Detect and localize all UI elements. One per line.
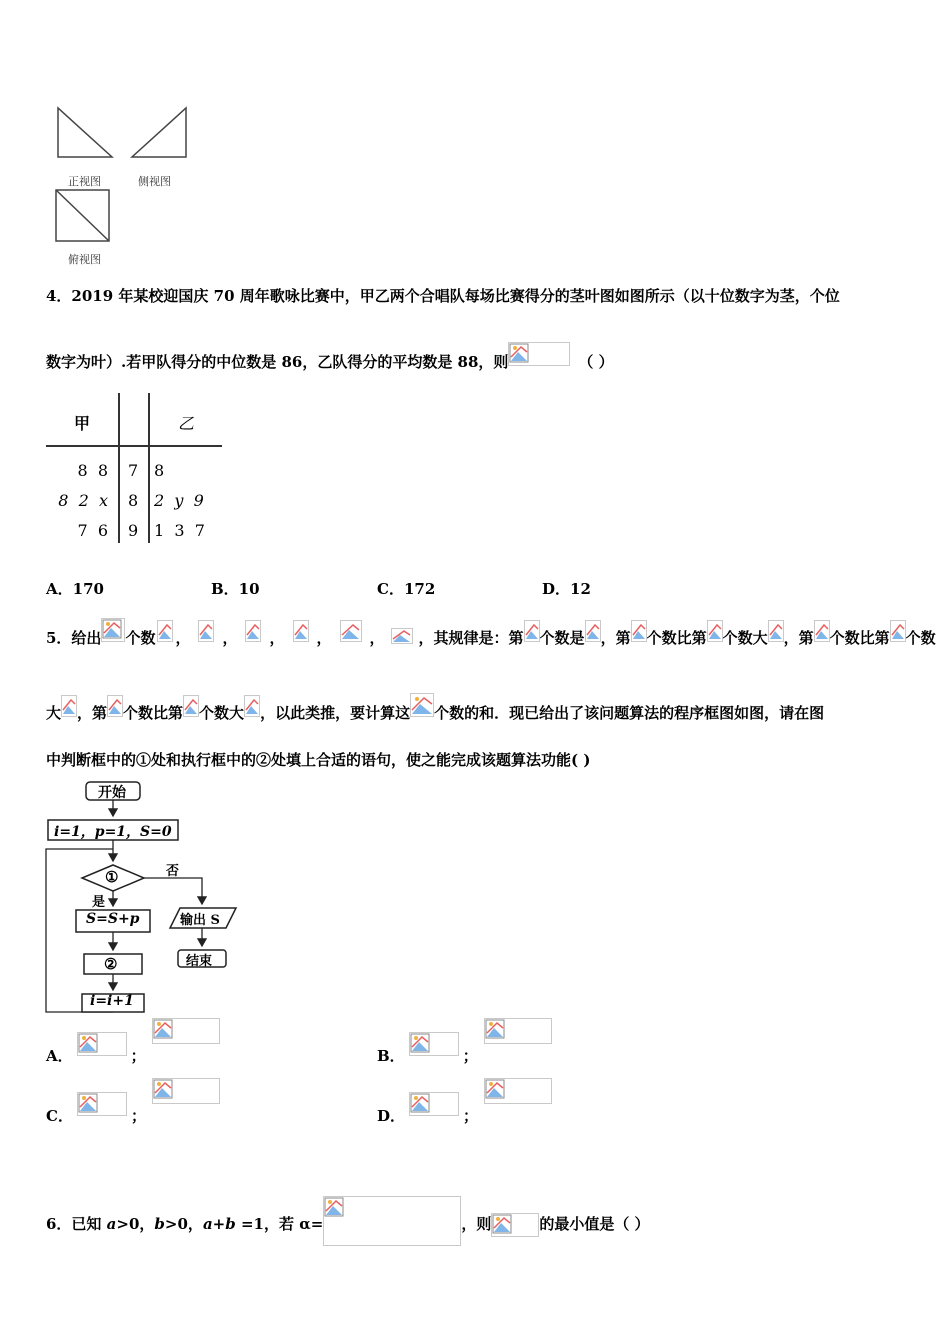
q4-option-d[interactable]: D．12 bbox=[542, 580, 591, 598]
stem-leaf-row3-left: 7 6 bbox=[77, 521, 108, 540]
formula-image-icon bbox=[391, 628, 413, 644]
formula-image-icon bbox=[508, 342, 570, 366]
side-view-triangle bbox=[132, 108, 186, 157]
flow-sum-label: S=S+p bbox=[86, 911, 140, 927]
stem-leaf-row2-right: 2 y 9 bbox=[154, 491, 204, 510]
formula-image-icon bbox=[183, 695, 199, 717]
formula-image-icon bbox=[323, 1196, 461, 1246]
formula-image-icon bbox=[101, 618, 125, 642]
formula-image-icon bbox=[340, 620, 362, 642]
flow-yes-label: 是 bbox=[92, 895, 106, 910]
formula-image-icon bbox=[245, 620, 261, 642]
formula-image-icon bbox=[631, 620, 647, 642]
q6-line: 6．已知 a>0，b>0，a+b =1，若 α= ，则 的最小值是（ ） bbox=[46, 1184, 650, 1234]
flow-step-label: ② bbox=[104, 955, 118, 973]
formula-image-icon bbox=[707, 620, 723, 642]
stem-leaf-row1-stem: 7 bbox=[128, 461, 139, 480]
formula-image-icon bbox=[484, 1018, 552, 1044]
stem-leaf-row3-stem: 9 bbox=[128, 521, 139, 540]
front-view-triangle bbox=[58, 108, 112, 157]
flow-condition-label: ① bbox=[105, 868, 119, 886]
stem-leaf-header-right: 乙 bbox=[178, 414, 195, 433]
q5-option-c[interactable]: C． ； bbox=[46, 1100, 220, 1126]
stem-leaf-row2-left: 8 2 x bbox=[58, 491, 108, 510]
stem-leaf-plot bbox=[46, 393, 226, 548]
formula-image-icon bbox=[410, 693, 434, 717]
formula-image-icon bbox=[152, 1018, 220, 1044]
formula-image-icon bbox=[107, 695, 123, 717]
stem-leaf-row2-stem: 8 bbox=[128, 491, 139, 510]
formula-image-icon bbox=[61, 695, 77, 717]
q4-line2: 数字为叶）.若甲队得分的中位数是 86，乙队得分的平均数是 88，则 （ ） bbox=[46, 348, 614, 372]
flow-start-label: 开始 bbox=[98, 785, 126, 801]
flow-no-label: 否 bbox=[166, 864, 180, 879]
front-view-caption: 正视图 bbox=[68, 175, 101, 188]
algorithm-flowchart bbox=[40, 776, 250, 1026]
q5-line3: 中判断框中的①处和执行框中的②处填上合适的语句，使之能完成该题算法功能( ) bbox=[46, 751, 591, 769]
stem-leaf-header-left: 甲 bbox=[74, 414, 91, 433]
flow-output-label: 输出 S bbox=[180, 913, 220, 928]
formula-image-icon bbox=[814, 620, 830, 642]
formula-image-icon bbox=[152, 1078, 220, 1104]
flow-init-label: i=1，p=1，S=0 bbox=[54, 824, 172, 840]
formula-image-icon bbox=[524, 620, 540, 642]
flow-inc-label: i=i+1 bbox=[90, 993, 134, 1009]
q4-line1: 4．2019 年某校迎国庆 70 周年歌咏比赛中，甲乙两个合唱队每场比赛得分的茎叶图如图所示（以十位数字为茎，个位 bbox=[46, 287, 840, 305]
flow-end-label: 结束 bbox=[186, 954, 213, 969]
formula-image-icon bbox=[77, 1092, 127, 1116]
top-view-caption: 俯视图 bbox=[68, 253, 101, 266]
q5-option-a[interactable]: A． ； bbox=[46, 1040, 220, 1066]
formula-image-icon bbox=[585, 620, 601, 642]
stem-leaf-row1-right: 8 bbox=[154, 461, 165, 480]
q4-option-a[interactable]: A．170 bbox=[46, 580, 104, 598]
formula-image-icon bbox=[244, 695, 260, 717]
formula-image-icon bbox=[491, 1213, 539, 1237]
formula-image-icon bbox=[198, 620, 214, 642]
q5-option-d[interactable]: D． ； bbox=[377, 1100, 552, 1126]
side-view-caption: 侧视图 bbox=[138, 175, 171, 188]
q4-option-b[interactable]: B．10 bbox=[211, 580, 260, 598]
q5-option-b[interactable]: B． ； bbox=[377, 1040, 552, 1066]
formula-image-icon bbox=[890, 620, 906, 642]
formula-image-icon bbox=[768, 620, 784, 642]
formula-image-icon bbox=[293, 620, 309, 642]
formula-image-icon bbox=[157, 620, 173, 642]
formula-image-icon bbox=[484, 1078, 552, 1104]
formula-image-icon bbox=[77, 1032, 127, 1056]
stem-leaf-row1-left: 8 8 bbox=[77, 461, 108, 480]
q4-option-c[interactable]: C．172 bbox=[377, 580, 436, 598]
stem-leaf-row3-right: 1 3 7 bbox=[154, 521, 205, 540]
formula-image-icon bbox=[409, 1032, 459, 1056]
q5-line2: 大 ，第 个数比第 个数大 ，以此类推，要计算这 个数的和．现已给出了该问题算法的程序框图如图，请在图 bbox=[46, 699, 824, 723]
formula-image-icon bbox=[409, 1092, 459, 1116]
q5-line1: 5．给出 个数 ， ， ， ， ， ，其规律是：第 个数是 ，第 个数比第 个数大 ，第 个数比第 个数 bbox=[46, 624, 936, 648]
